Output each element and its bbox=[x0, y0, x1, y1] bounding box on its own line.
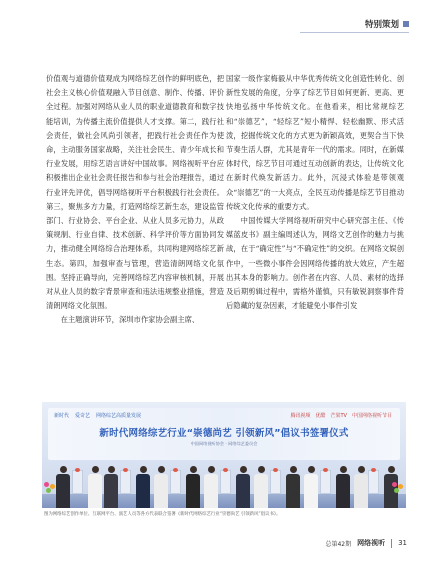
person-figure bbox=[136, 466, 150, 508]
logo-text: 网络综艺高质量发展 bbox=[96, 413, 142, 419]
person-figure bbox=[304, 466, 318, 508]
right-paragraph-1: 国家一级作家梅毅从中华优秀传统文化创造性转化、创新性发展的角度，分享了综艺节目如何更新、更高、更快地弘扬中华传统文化。在他看来，相比常规综艺和“崇德艺”，“轻综艺”短小精悍、轻松幽默、形式活泼，挖掘传统文化的方式更为新颖高效，更契合当下快节奏生活人群，尤其是青年一代的需求。同时，在新媒体时代，综艺节目可通过互动创新的表达，让传统文化在新时代焕发新活力。此外，沉浸式体验是带领观众“崇德艺”的一大亮点，全民互动传播是综艺节目推动传统文化传承的重要方式。 bbox=[226, 74, 404, 211]
person-figure bbox=[204, 466, 218, 508]
person-figure bbox=[254, 466, 268, 508]
person-figure bbox=[88, 466, 102, 508]
section-label: 特别策划 bbox=[364, 20, 399, 30]
page-footer bbox=[325, 538, 407, 548]
magazine-brand: 网络视听 bbox=[357, 538, 386, 547]
logo-text: 芒果TV bbox=[330, 413, 347, 419]
signing-stand bbox=[170, 470, 181, 494]
page-number: 31 bbox=[398, 539, 407, 547]
flower-arrangement bbox=[42, 480, 58, 494]
left-paragraph-1: 价值观与道德价值观成为网络综艺创作的鲜明底色，把社会主义核心价值观融入节目创意、制作、传播、评价全过程。加强对网络从业人员的职业道德教育和数字技能培训，为传播主流价值提供人才支撑。第二，践行社会责任，做社会风尚引领者，把践行社会责任作为使命，主动服务国家战略，关注社会民生、青少年成长和行业发展，用综艺语言讲好中国故事。网络视听平台应积极推出企业社会责任报告和参与社会治理报告，通过行业评先评优，倡导网络视听平台积极践行社会责任。第三，聚焦多方力量，打造网络综艺新生态，建设监管部门、行业协会、平台企业、从业人员多元协力，从政策规制、行业自律、技术创新、科学评价等方面协同发力，推动健全网络综合治理体系，共同构建网络综艺新生态。第四，加强审查与管理，营造清朗网络文化氛围。坚持正确导向，完善网络综艺内容审核机制，开展对从业人员的数字背景审查和违法违规整业措施，营造清朗网络文化氛围。 bbox=[46, 74, 224, 311]
banner-subtitle: 中国网络视听协会 · 网络综艺委员会 bbox=[190, 441, 258, 446]
stage-banner bbox=[48, 408, 400, 460]
logo-text: 腾讯视频 bbox=[290, 413, 311, 419]
section-header bbox=[365, 18, 409, 30]
logo-text: 爱奇艺 bbox=[75, 413, 91, 419]
logo-text: 中国网络视听节目 bbox=[351, 413, 392, 419]
footer-divider bbox=[391, 539, 392, 548]
person-figure bbox=[56, 466, 70, 508]
flower-arrangement bbox=[390, 480, 406, 494]
logo-text: 新时代 bbox=[54, 413, 70, 419]
signing-stand bbox=[270, 470, 281, 494]
person-figure bbox=[104, 466, 118, 508]
person-figure bbox=[186, 466, 200, 508]
banner-logos-right bbox=[290, 412, 392, 419]
person-figure bbox=[154, 466, 168, 508]
square-marker-icon bbox=[403, 21, 409, 27]
right-column bbox=[226, 72, 404, 313]
signing-stand bbox=[72, 470, 83, 494]
signing-stand bbox=[120, 470, 131, 494]
banner-title: 新时代网络综艺行业“崇德尚艺 引领新风”倡议书签署仪式 bbox=[99, 428, 349, 439]
left-paragraph-2: 在主题演讲环节，深圳市作家协会副主席、 bbox=[60, 315, 200, 325]
logo-text: 优酷 bbox=[315, 413, 326, 419]
person-figure bbox=[336, 466, 350, 508]
signing-stand bbox=[220, 470, 231, 494]
signing-stand bbox=[368, 470, 379, 494]
issue-number: 总第42期 bbox=[325, 540, 352, 548]
event-photo bbox=[42, 402, 406, 508]
banner-logos-left bbox=[54, 412, 141, 419]
left-column bbox=[46, 72, 224, 328]
person-figure bbox=[354, 466, 368, 508]
signing-stand bbox=[320, 470, 331, 494]
right-paragraph-2: 中国传媒大学网络视听研究中心研究部主任、《传媒蓝皮书》副主编周述认为，网络文艺创作的魅力与挑战，在于“确定性”与“不确定性”的交织。在网络文娱创作中，一些微小事件会因网络传播的放大效应，产生超出其本身的影响力。创作者在内容、人员、素材的选择及后期剪辑过程中，需格外谨慎，只有敏锐洞察事件背后隐藏的复杂因素，才能避免小事件引发 bbox=[226, 216, 404, 311]
person-figure bbox=[236, 466, 250, 508]
header-divider bbox=[300, 32, 409, 33]
photo-caption: 图为网络综艺创作单位、互联网平台、演艺人员等各方代表联合签署《新时代网络综艺行业“崇德尚艺 引领新风”倡议书》。 bbox=[44, 512, 281, 517]
person-figure bbox=[286, 466, 300, 508]
